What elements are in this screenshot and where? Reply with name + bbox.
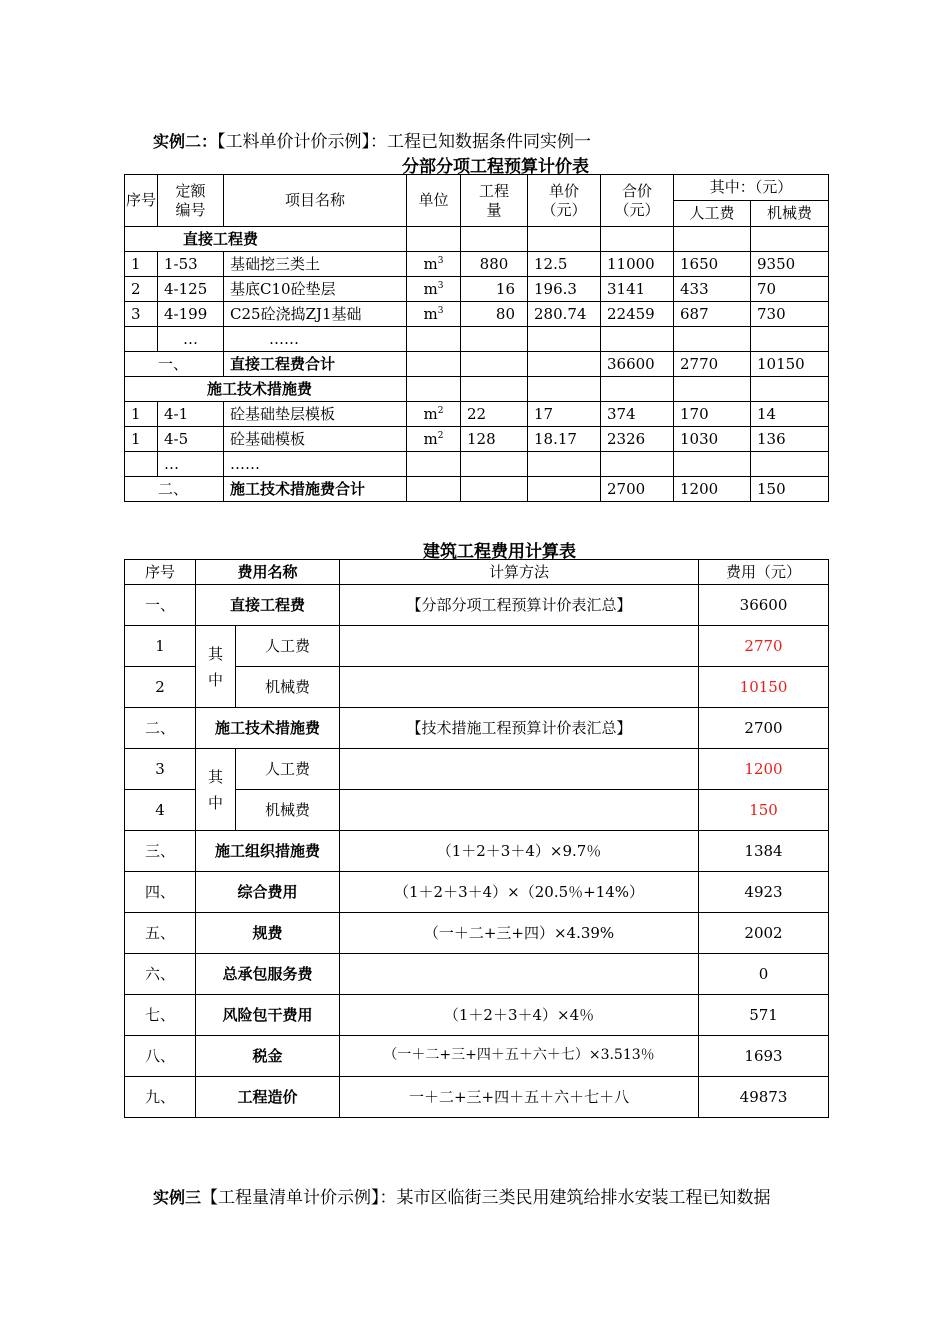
header-code: 定额编号 <box>158 175 224 227</box>
table-row: 九、 工程造价 一＋二+三+四＋五＋六＋七＋八 49873 <box>125 1077 829 1118</box>
header-unit: 单位 <box>407 175 461 227</box>
header-method: 计算方法 <box>340 560 699 585</box>
header-fee: 费用（元） <box>699 560 829 585</box>
intro-paragraph <box>153 127 591 152</box>
header-seq: 序号 <box>125 175 158 227</box>
qizhong-label: 其 中 <box>196 626 236 708</box>
ellipsis-row: … …… <box>125 452 829 477</box>
qizhong-label: 其 中 <box>196 749 236 831</box>
header-qty: 工程量 <box>461 175 528 227</box>
intro-text: 【工料单价计价示例】：工程已知数据条件同实例一 <box>217 132 592 152</box>
section-direct-cost: 直接工程费 <box>125 227 407 252</box>
section-technical-measures: 施工技术措施费 <box>125 377 407 402</box>
table-row: 1 1-53 基础挖三类土 $m^3$ 880 12.5 11000 1650 9350 <box>125 252 829 277</box>
table-row: 2 4-125 基底C10砼垫层 $m^3$ 16 196.3 3141 433 70 <box>125 277 829 302</box>
table-row: 七、 风险包干费用 （1＋2＋3＋4）×4％ 571 <box>125 995 829 1036</box>
subtotal-row: 二、 施工技术措施费合计 2700 1200 150 <box>125 477 829 502</box>
table-row: 1 其 中 人工费 2770 <box>125 626 829 667</box>
header-name: 项目名称 <box>224 175 407 227</box>
table-row: 五、 规费 （一＋二+三+四）×4.39% 2002 <box>125 913 829 954</box>
table-row: 六、 总承包服务费 0 <box>125 954 829 995</box>
subtotal-row: 一、 直接工程费合计 36600 2770 10150 <box>125 352 829 377</box>
outro-text: 【工程量清单计价示例】：某市区临街三类民用建筑给排水安装工程已知数据 <box>201 1188 771 1208</box>
table-row: 四、 综合费用 （1＋2＋3＋4）×（20.5％+14%） 4923 <box>125 872 829 913</box>
header-labor: 人工费 <box>674 201 751 227</box>
outro-lead: 实例三 <box>153 1188 202 1207</box>
budget-table <box>124 174 829 502</box>
header-total: 合价（元） <box>601 175 674 227</box>
table-row: 一、 直接工程费 【分部分项工程预算计价表汇总】 36600 <box>125 585 829 626</box>
table-row: 3 4-199 C25砼浇捣ZJ1基础 $m^3$ 80 280.74 22459 687 730 <box>125 302 829 327</box>
table-row: 2 机械费 10150 <box>125 667 829 708</box>
table-row: 4 机械费 150 <box>125 790 829 831</box>
table-row: 二、 施工技术措施费 【技术措施工程预算计价表汇总】 2700 <box>125 708 829 749</box>
header-of-which: 其中：（元） <box>674 175 829 201</box>
intro-lead: 实例二： <box>153 132 218 151</box>
header-seq: 序号 <box>125 560 196 585</box>
table-row: 3 其 中 人工费 1200 <box>125 749 829 790</box>
ellipsis-row: … …… <box>125 327 829 352</box>
outro-paragraph <box>153 1183 771 1208</box>
header-fee-name: 费用名称 <box>196 560 340 585</box>
table2-title: 建筑工程费用计算表 <box>423 542 576 562</box>
table1-title: 分部分项工程预算计价表 <box>402 157 589 177</box>
cost-calculation-table <box>124 559 829 1118</box>
table-row: 八、 税金 （一＋二+三+四＋五＋六＋七）×3.513％ 1693 <box>125 1036 829 1077</box>
table-row: 1 4-5 砼基础模板 $m^2$ 128 18.17 2326 1030 136 <box>125 427 829 452</box>
header-machine: 机械费 <box>751 201 829 227</box>
table-row: 1 4-1 砼基础垫层模板 $m^2$ 22 17 374 170 14 <box>125 402 829 427</box>
header-price: 单价（元） <box>528 175 601 227</box>
table-row: 三、 施工组织措施费 （1＋2＋3＋4）×9.7％ 1384 <box>125 831 829 872</box>
